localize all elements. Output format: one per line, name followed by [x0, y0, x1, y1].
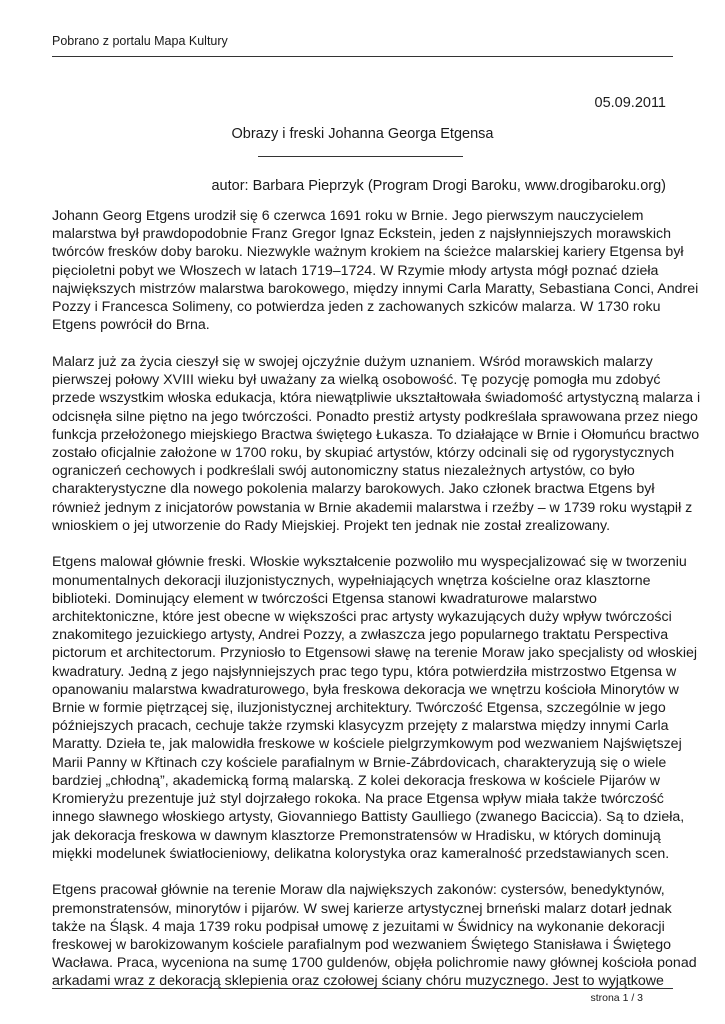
- text-line: późniejszych pracach, cechuje także rzymski klasycyzm przejęty z malarstwa między innymi Carla: [52, 718, 669, 735]
- text-line: pierwszej połowy XVIII wieku był uważany za wielką osobowość. Tę pozycję pomogła mu zdobyć: [52, 372, 661, 389]
- document-date: 05.09.2011: [594, 95, 666, 111]
- paragraph: [52, 553, 698, 862]
- text-line: również jednym z inicjatorów powstania w Brnie akademii malarstwa i rzeźby – w 1739 roku wystąpił z: [52, 499, 693, 516]
- text-line: arkadami wraz z dekoracją sklepienia oraz czołowej ściany chóru muzycznego. Jest to wyjątkowe: [52, 973, 664, 990]
- document-title: Obrazy i freski Johanna Georga Etgensa: [231, 126, 494, 142]
- footer-divider: [52, 988, 673, 989]
- paragraph: [52, 207, 699, 334]
- text-line: freskowej w barokizowanym kościele parafialnym pod wezwaniem Świętego Stanisława i Świętego: [52, 937, 672, 954]
- text-line: Johann Georg Etgens urodził się 6 czerwca 1691 roku w Brnie. Jego pierwszym nauczycielem: [52, 208, 644, 224]
- text-line: Etgens powrócił do Brna.: [52, 317, 210, 334]
- text-line: Kromieryżu prezentuje już styl dojrzałego rokoka. Na prace Etgensa wpływ miała także twórczość: [52, 791, 664, 808]
- paragraph: [52, 353, 701, 535]
- text-line: malarstwa był prawdopodobnie Franz Gregor Ignaz Eckstein, jeden z najsłynniejszych morawskich: [52, 226, 672, 243]
- text-line: znakomitego jezuickiego artysty, Andrei Pozzy, a zwłaszcza jego popularnego traktatu Perspectiva: [52, 627, 669, 644]
- text-line: pięcioletni pobyt we Włoszech w latach 1719–1724. W Rzymie młody artysta mógł poznać dzieła: [52, 262, 659, 279]
- text-line: odcisnęła silne piętno na jego twórczości. Ponadto prestiż artysty podkreślała sprawowana przez niego: [52, 408, 698, 425]
- text-line: ograniczeń cechowych i podkreślali swój autonomiczny status niezależnych artystów, co było: [52, 463, 635, 480]
- text-line: Wacława. Praca, wyceniona na sumę 1700 guldenów, objęła polichromie nawy głównej kościoła ponad: [52, 955, 697, 972]
- text-line: innego sławnego włoskiego artysty, Giovanniego Battisty Gaulliego (zwanego Baciccia). Są to dzieła,: [52, 809, 685, 826]
- text-line: Marii Panny w Křtinach czy kościele parafialnym w Brnie-Zábrdovicach, charakteryzują się o wiele: [52, 754, 667, 771]
- text-line: biblioteki. Dominujący element w twórczości Etgensa stanowi kwadraturowe malarstwo: [52, 590, 597, 607]
- text-line: bardziej „chłodną”, akademicką formą malarską. Z kolei dekoracja freskowa w kościele Pijarów w: [52, 772, 660, 789]
- header-divider: [52, 56, 673, 57]
- document-author: autor: Barbara Pieprzyk (Program Drogi Baroku, www.drogibaroku.org): [211, 178, 666, 194]
- text-line: Brnie w formie piętrzącej się, iluzjonistycznej architektury. Twórczość Etgensa, szczególnie w jego: [52, 700, 666, 717]
- text-line: Etgens malował głównie freski. Włoskie wykształcenie pozwoliło mu wyspecjalizować się w tworzeniu: [52, 554, 687, 571]
- text-line: Etgens pracował głównie na terenie Moraw dla największych zakonów: cystersów, benedyktynów,: [52, 882, 665, 899]
- page-number: strona 1 / 3: [590, 992, 643, 1004]
- title-underline: [258, 156, 463, 157]
- page-header-source: Pobrano z portalu Mapa Kultury: [52, 34, 228, 48]
- text-line: pictorum et architectorum. Przyniosło to Etgensowi sławę na terenie Moraw jako specjalisty od włoskiej: [52, 645, 698, 662]
- article-body: [52, 207, 701, 1009]
- paragraph: [52, 881, 697, 990]
- text-line: także na Śląsk. 4 maja 1739 roku podpisał umowę z jezuitami w Świdnicy na wykonanie dekoracji: [52, 918, 665, 935]
- text-line: przede wszystkim włoska edukacja, która niewątpliwie ukształtowała świadomość artystyczną malarza i: [52, 390, 701, 407]
- text-line: Pozzy i Francesca Solimeny, co potwierdza jeden z zachowanych szkiców malarza. W 1730 roku: [52, 299, 661, 316]
- text-line: miękki modelunek światłocieniowy, delikatna kolorystyka oraz kameralność przedstawianych scen.: [52, 845, 670, 862]
- text-line: funkcja przełożonego miejskiego Bractwa świętego Łukasza. To działające w Brnie i Ołomuńcu bractwo: [52, 426, 700, 443]
- text-line: wnioskiem o jej utworzenie do Rady Miejskiej. Projekt ten jednak nie został zrealizowany.: [52, 517, 611, 534]
- text-line: jak dekoracja freskowa w dawnym klasztorze Premonstratensów w Hradisku, w których dominują: [52, 827, 661, 844]
- text-line: opanowaniu malarstwa kwadraturowego, była freskowa dekoracja we wnętrzu kościoła Minorytów w: [52, 681, 679, 698]
- text-line: zostało oficjalnie założone w 1700 roku, by skupiać artystów, którzy odcinali się od rygorystycznych: [52, 444, 675, 461]
- text-line: największych mistrzów malarstwa barokowego, między innymi Carla Maratty, Sebastiana Conci, Andrei: [52, 280, 699, 297]
- text-line: monumentalnych dekoracji iluzjonistycznych, wypełniających wnętrza kościelne oraz klasztorne: [52, 572, 651, 589]
- text-line: Maratty. Dzieła te, jak malowidła freskowe w kościele pielgrzymkowym pod wezwaniem Najświętszej: [52, 736, 682, 753]
- text-line: Malarz już za życia cieszył się w swojej ojczyźnie dużym uznaniem. Wśród morawskich malarzy: [52, 353, 653, 370]
- text-line: architektoniczne, które jest obecne w większości prac artysty wykazujących duży wpływ twórczości: [52, 609, 672, 626]
- text-line: premonstratensów, minorytów i pijarów. W swej karierze artystycznej brneński malarz dotarł jednak: [52, 900, 672, 917]
- text-line: kwadratury. Jedną z jego najsłynniejszych prac tego typu, która potwierdziła mistrzostwo Etgensa w: [52, 663, 677, 680]
- text-line: charakterystyczne dla nowego pokolenia malarzy barokowych. Jako członek bractwa Etgens był: [52, 481, 655, 498]
- text-line: twórców fresków doby baroku. Niezwykle ważnym krokiem na ścieżce malarskiej kariery Etgensa był: [52, 244, 684, 261]
